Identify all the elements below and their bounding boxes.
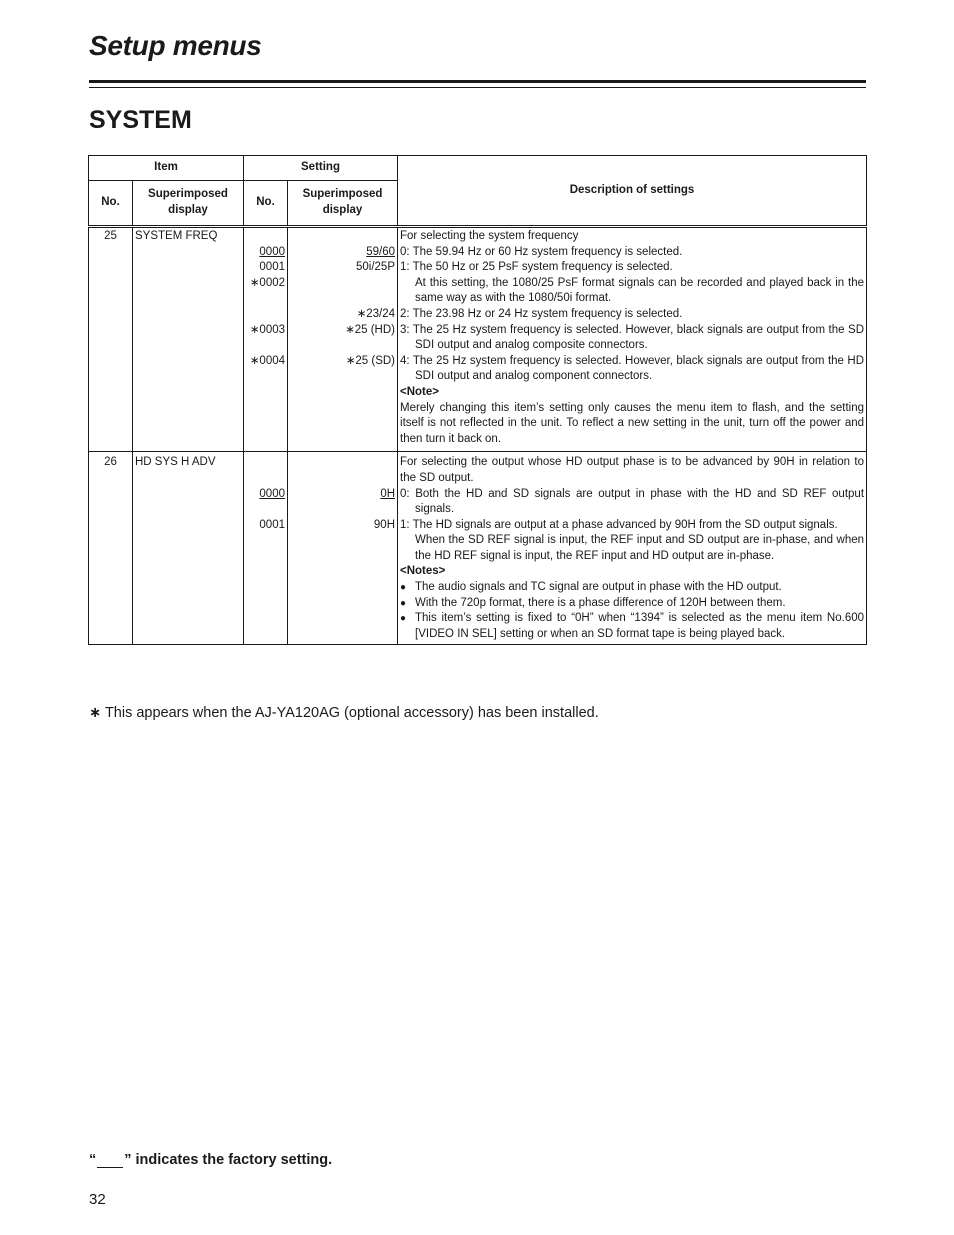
- footnote-text: This appears when the AJ-YA120AG (optional accessory) has been installed.: [104, 705, 599, 721]
- header-setting-display: Superimposed display: [288, 181, 398, 227]
- underline-sample: [97, 1153, 123, 1168]
- item-no: 25: [89, 227, 133, 452]
- note-item: ● The audio signals and TC signal are output in phase with the HD output.: [400, 580, 864, 596]
- bullet-icon: ●: [400, 597, 407, 609]
- setting-display: 59/60: [366, 245, 396, 258]
- description-intro: For selecting the output whose HD output phase is to be advanced by 90H in relation to the SD output.: [400, 456, 865, 484]
- setting-no-column: [244, 452, 288, 645]
- item-display: HD SYS H ADV: [133, 452, 244, 645]
- setting-description: 3: The 25 Hz system frequency is selected. However, black signals are output from the SD SDI output and analog composite connectors.: [400, 323, 865, 352]
- item-display: SYSTEM FREQ: [133, 227, 244, 452]
- header-item: Item: [89, 156, 244, 181]
- setting-no-column: [244, 227, 288, 452]
- table-row: [89, 452, 867, 645]
- note-item: ● This item’s setting is fixed to “0H” when “1394” is selected as the menu item No.600 [VIDEO IN SEL] setting or when an SD format tape is being played back.: [400, 612, 865, 640]
- setting-no: 0000: [259, 487, 285, 500]
- setting-display: 50i/25P: [356, 261, 396, 274]
- setting-description-extra: At this setting, the 1080/25 PsF format signals can be recorded and played back in the same way as with the 1080/50i format.: [415, 276, 865, 305]
- page-title: Setup menus: [89, 30, 262, 61]
- setting-description: 4: The 25 Hz system frequency is selected. However, black signals are output from the HD SDI output and analog component connectors.: [400, 354, 865, 383]
- header-item-no: No.: [89, 181, 133, 227]
- description: [398, 452, 867, 645]
- setting-no: 0001: [259, 261, 285, 274]
- bullet-icon: ●: [400, 582, 407, 594]
- note-text: Merely changing this item’s setting only causes the menu item to flash, and the setting itself is not reflected in the unit. To reflect a new setting in the unit, turn off the power and then turn it back on.: [400, 401, 865, 445]
- header-description: Description of settings: [398, 156, 867, 227]
- header-rule-thin: [89, 87, 866, 88]
- note-item: ● With the 720p format, there is a phase difference of 120H between them.: [400, 596, 864, 612]
- notes-title: <Notes>: [400, 565, 446, 578]
- item-no: 26: [89, 452, 133, 645]
- header-setting-no: No.: [244, 181, 288, 227]
- bullet-icon: ●: [400, 613, 407, 625]
- setting-no: ∗0004: [249, 354, 285, 367]
- setting-no: 0000: [259, 245, 285, 258]
- note-title: <Note>: [400, 385, 440, 398]
- setting-display: 90H: [373, 518, 396, 531]
- table-row: [89, 227, 867, 452]
- setting-description: 0: The 59.94 Hz or 60 Hz system frequency is selected.: [400, 245, 683, 258]
- header-item-display: Superimposed display: [133, 181, 244, 227]
- header-rule-thick: [89, 80, 866, 83]
- setting-no: ∗0002: [249, 276, 285, 289]
- setting-description: 1: The 50 Hz or 25 PsF system frequency is selected.: [400, 261, 673, 274]
- setting-description: 2: The 23.98 Hz or 24 Hz system frequency is selected.: [400, 307, 683, 320]
- setting-no: 0001: [259, 518, 285, 531]
- setting-display: ∗23/24: [356, 307, 396, 320]
- header-setting: Setting: [244, 156, 398, 181]
- setting-display-column: [288, 452, 398, 645]
- setting-display: ∗25 (SD): [345, 354, 396, 367]
- setting-description: 0: Both the HD and SD signals are output in phase with the HD and SD REF output signals.: [400, 487, 865, 516]
- setting-display-column: [288, 227, 398, 452]
- description-intro: For selecting the system frequency: [400, 230, 579, 242]
- setting-description-extra: When the SD REF signal is input, the REF input and SD output are in-phase, and when the HD REF signal is input, the REF input and HD output are in-phase.: [415, 534, 865, 562]
- footnote: [89, 705, 599, 721]
- description: [398, 227, 867, 452]
- setting-display: ∗25 (HD): [345, 323, 396, 336]
- setting-no: ∗0003: [249, 323, 285, 336]
- setting-display: 0H: [380, 487, 396, 500]
- settings-table: [88, 155, 867, 645]
- page-number: 32: [89, 1191, 106, 1208]
- factory-setting-note: “ ” indicates the factory setting.: [89, 1152, 333, 1168]
- setting-description: 1: The HD signals are output at a phase advanced by 90H from the SD output signals.: [400, 518, 838, 531]
- section-title: SYSTEM: [89, 106, 192, 134]
- asterisk-icon: ∗: [89, 705, 102, 721]
